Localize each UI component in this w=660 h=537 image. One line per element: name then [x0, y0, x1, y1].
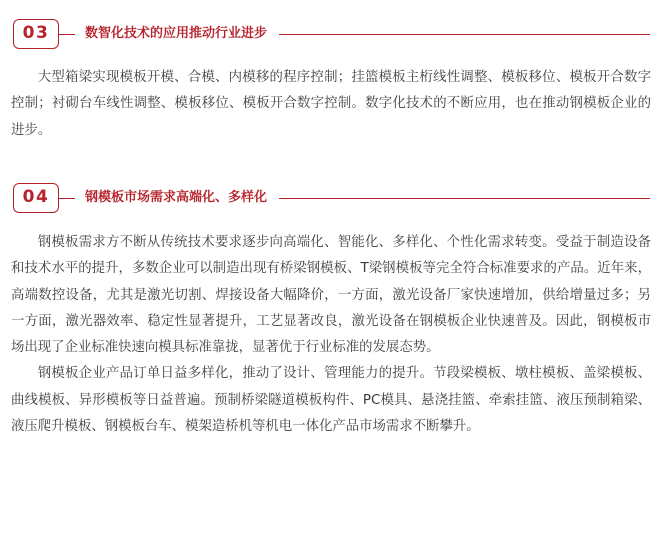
section-04-body [11, 230, 651, 440]
section-number-badge: 03 [13, 19, 59, 49]
paragraph: 大型箱梁实现模板开模、合模、内模移的程序控制；挂篮模板主桁线性调整、模板移位、模板开合数字控制；衬砌台车线性调整、模板移位、模板开合数字控制。数字化技术的不断应用，也在推动钢模板企业的进步。 [11, 70, 651, 138]
section-number-badge: 04 [13, 183, 59, 213]
section-title: 数智化技术的应用推动行业进步 [85, 26, 268, 41]
header-rule [279, 198, 650, 199]
paragraph: 钢模板需求方不断从传统技术要求逐步向高端化、智能化、多样化、个性化需求转变。受益于制造设备和技术水平的提升，多数企业可以制造出现有桥梁钢模板、T梁钢模板等完全符合标准要求的产品。近年来，高端数控设备，尤其是激光切割、焊接设备大幅降价，一方面，激光设备厂家快速增加，供给增量过多；另一方面，激光器效率、稳定性显著提升，工艺显著改良，激光设备在钢模板企业快速普及。因此，钢模板市场出现了企业标准快速向模具标准靠拢，显著优于行业标准的发展态势。 [11, 235, 651, 356]
header-dash [59, 198, 75, 199]
header-rule [279, 34, 650, 35]
section-header [0, 19, 660, 53]
header-dash [59, 34, 75, 35]
section-header [0, 183, 660, 217]
section-03 [0, 19, 660, 53]
section-04 [0, 183, 660, 217]
section-03-body [11, 65, 651, 144]
section-title: 钢模板市场需求高端化、多样化 [85, 190, 268, 205]
paragraph: 钢模板企业产品订单日益多样化，推动了设计、管理能力的提升。节段梁模板、墩柱模板、盖梁模板、曲线模板、异形模板等日益普遍。预制桥梁隧道模板构件、PC模具、悬浇挂篮、牵索挂篮、液压预制箱梁、液压爬升模板、钢模板台车、模架造桥机等机电一体化产品市场需求不断攀升。 [11, 366, 651, 435]
